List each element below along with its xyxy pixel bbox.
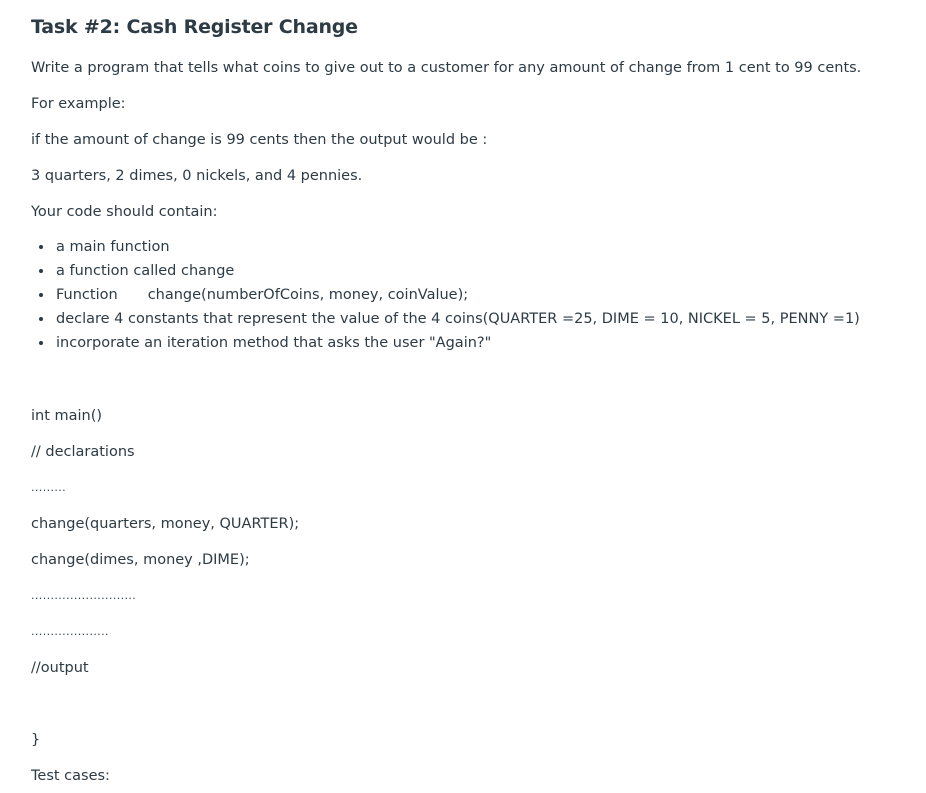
example-condition-text: if the amount of change is 99 cents then the output would be : [31, 132, 488, 148]
code-output-comment: //output [31, 660, 89, 676]
for-example-text: For example: [31, 96, 126, 112]
code-change-dimes-line: change(dimes, money ,DIME); [31, 552, 250, 568]
example-output-text: 3 quarters, 2 dimes, 0 nickels, and 4 pennies. [31, 168, 363, 184]
requirements-heading: Your code should contain: [31, 204, 218, 220]
code-closing-brace: } [31, 732, 41, 748]
code-ellipsis-3: .................... [31, 625, 109, 638]
page-title: Task #2: Cash Register Change [31, 16, 358, 38]
intro-paragraph: Write a program that tells what coins to give out to a customer for any amount of change from 1 cent to 99 cents. [31, 60, 862, 76]
function-signature: change(numberOfCoins, money, coinValue); [147, 287, 469, 303]
code-ellipsis-1: ......... [31, 481, 67, 494]
requirements-list [31, 237, 860, 357]
list-item: a function called change [31, 261, 860, 285]
code-change-quarters-line: change(quarters, money, QUARTER); [31, 516, 300, 532]
code-main-line: int main() [31, 408, 103, 424]
list-item: incorporate an iteration method that asks the user "Again?" [31, 333, 860, 357]
code-declarations-line: // declarations [31, 444, 135, 460]
list-item: declare 4 constants that represent the value of the 4 coins(QUARTER =25, DIME = 10, NICKEL = 5, PENNY =1) [31, 309, 860, 333]
list-item: Function change(numberOfCoins, money, coinValue); [31, 285, 860, 309]
code-ellipsis-2: ........................... [31, 589, 137, 602]
list-item: a main function [31, 237, 860, 261]
test-cases-heading: Test cases: [31, 768, 110, 784]
